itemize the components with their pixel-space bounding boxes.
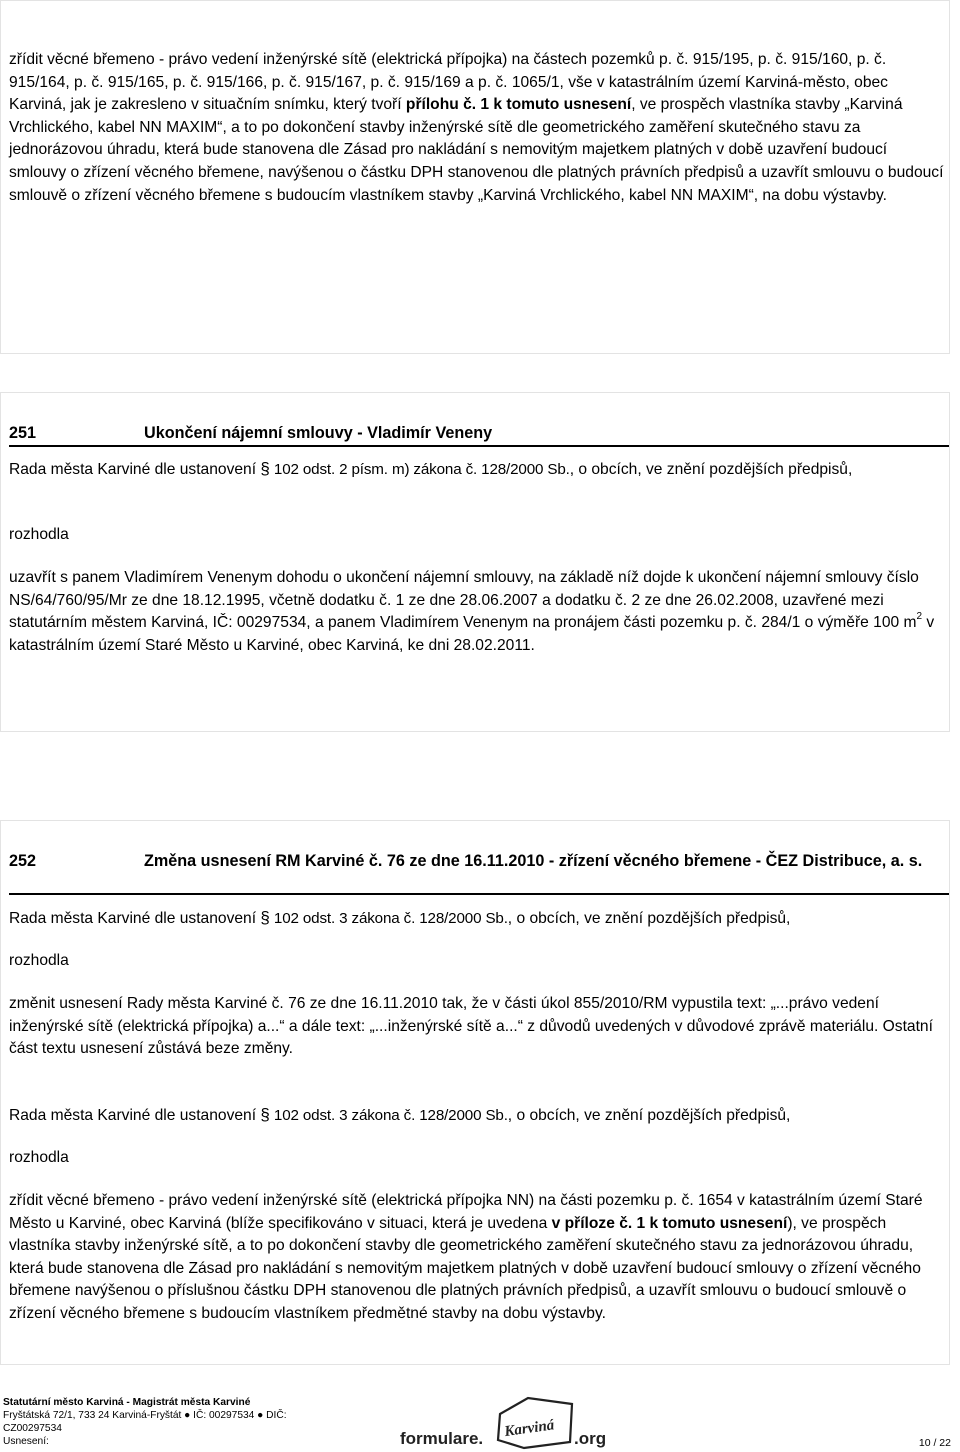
text-part: Rada města Karviné dle ustanovení: [9, 1107, 261, 1124]
page-footer: [3, 1396, 287, 1448]
decision-verb: rozhodla: [9, 1149, 69, 1166]
resolution-title: Ukončení nájemní smlouvy - Vladimír Veneny: [144, 424, 493, 442]
text-part: uzavřít s panem Vladimírem Venenym dohodu o ukončení nájemní smlouvy, na základě níž dojde k ukončení nájemní smlouvy číslo NS/64/760/95/Mr ze dne 18.12.1995, včetně dodatku č. 1 ze dne 28.06.2007 a dodatku č. 2 ze dne 26.02.2008, uzavřené mezi statutárním městem Karviná, IČ: 00297534, a panem Vladimírem Venenym na pronájem části pozemku p. č. 284/1 o výměře 100 m: [9, 569, 919, 632]
footer-dic: CZ00297534: [3, 1423, 62, 1434]
text-part: , o obcích, ve znění pozdějších předpisů,: [507, 1107, 791, 1124]
resolution-251: [0, 392, 950, 732]
legal-basis: [9, 1104, 945, 1128]
logo-text-left: formulare.: [400, 1429, 484, 1448]
resolution-number: 251: [9, 424, 37, 442]
text-part: ), ve prospěch vlastníka stavby inženýrské sítě, a to po dokončení stavby dle geometrického zaměření skutečného stavu za jednorázovou úhradu, která bude stanovena dle Zásad pro nakládání s nemovitým majetkem platných v době uzavření budoucí smlouvy o zřízení věcného břemene navýšenou o příslušnou částku DPH stanovenou dle platných právních předpisů, a uzavřít smlouvu o budoucí smlouvě o zřízení věcného břemene s budoucím vlastníkem předmětné stavby na dobu výstavby.: [9, 1214, 921, 1322]
legal-basis: [9, 907, 945, 931]
logo-text-right: .org: [574, 1429, 607, 1448]
attachment-reference: v příloze č. 1 k tomuto usnesení: [551, 1214, 788, 1232]
logo-emblem: [498, 1398, 572, 1448]
resolution-header: [9, 851, 949, 895]
resolution-text: [9, 49, 945, 207]
legal-basis: [9, 458, 945, 482]
footer-organization: Statutární město Karviná - Magistrát města Karviné: [3, 1397, 251, 1408]
resolution-body: [9, 567, 945, 657]
law-reference: 102 odst. 2 písm. m) zákona č. 128/2000 Sb.: [269, 461, 570, 478]
attachment-reference: přílohu č. 1 k tomuto usnesení: [405, 96, 632, 114]
footer-address: Fryštátská 72/1, 733 24 Karviná-Fryštát ● IČ: 00297534 ● DIČ:: [3, 1410, 287, 1421]
text-part: Rada města Karviné dle ustanovení: [9, 461, 261, 478]
law-reference: 102 odst. 3 zákona č. 128/2000 Sb.: [269, 1107, 508, 1124]
text-part: v katastrálním území Staré Město u Karviné, obec Karviná, ke dni 28.02.2011.: [9, 614, 935, 654]
resolution-body: změnit usnesení Rady města Karviné č. 76 ze dne 16.11.2010 tak, že v části úkol 855/2010/RM vypustila text: „...právo vedení inženýrské sítě (elektrická přípojka) a...“ a dále text: „...inženýrské sítě a...“ z důvodů uvedených v důvodové zprávě materiálu. Ostatní část textu usnesení zůstává beze změny.: [9, 995, 933, 1058]
decision-verb: rozhodla: [9, 952, 69, 969]
text-part: Rada města Karviné dle ustanovení: [9, 910, 261, 927]
logo-text-brand: Karviná: [503, 1417, 556, 1441]
resolution-body: [9, 1190, 945, 1326]
law-reference: 102 odst. 3 zákona č. 128/2000 Sb.: [269, 910, 508, 927]
resolution-header: [9, 423, 949, 447]
paragraph-sign: §: [260, 459, 270, 478]
resolution-number: 252: [9, 852, 37, 870]
resolution-block-continued: [0, 0, 950, 354]
resolution-252: [0, 820, 950, 1365]
paragraph-sign: §: [260, 1105, 270, 1124]
text-part: zřídit věcné břemeno - právo vedení inženýrské sítě (elektrická přípojka NN) na části pozemku p. č. 1654 v katastrálním území Staré Město u Karviné, obec Karviná (blíže specifikováno v situaci, která je uvedena: [9, 1192, 923, 1232]
resolution-title: Změna usnesení RM Karviné č. 76 ze dne 16.11.2010 - zřízení věcného břemene - ČEZ Distribuce, a. s.: [144, 852, 923, 870]
decision-verb: rozhodla: [9, 526, 69, 543]
text-part: , ve prospěch vlastníka stavby „Karviná Vrchlického, kabel NN MAXIM“, a to po dokončení stavby inženýrské sítě dle geometrického zaměření skutečného stavu za jednorázovou úhradu, která bude stanovena dle Zásad pro nakládání s nemovitým majetkem platných v době uzavření budoucí smlouvy o zřízení věcného břemene, navýšenou o částku DPH stanovenou dle platných právních předpisů a uzavřít smlouvu o budoucí smlouvě o zřízení věcného břemene s budoucím vlastníkem stavby „Karviná Vrchlického, kabel NN MAXIM“, na dobu výstavby.: [9, 96, 944, 204]
text-part: zřídit věcné břemeno - právo vedení inženýrské sítě (elektrická přípojka) na částech pozemků p. č. 915/195, p. č. 915/160, p. č. 915/164, p. č. 915/165, p. č. 915/166, p. č. 915/167, p. č. 915/169 a p. č. 1065/1, vše v katastrálním území Karviná-město, obec Karviná, jak je zakresleno v situačním snímku, který tvoří: [9, 51, 888, 114]
text-part: , o obcích, ve znění pozdějších předpisů,: [569, 461, 853, 478]
formulare-karvina-logo: [398, 1394, 608, 1450]
text-part: , o obcích, ve znění pozdějších předpisů,: [507, 910, 791, 927]
paragraph-sign: §: [260, 908, 270, 927]
superscript: 2: [916, 611, 923, 623]
page-number: 10 / 22: [918, 1437, 951, 1449]
footer-usneseni-label: Usnesení:: [3, 1436, 49, 1447]
